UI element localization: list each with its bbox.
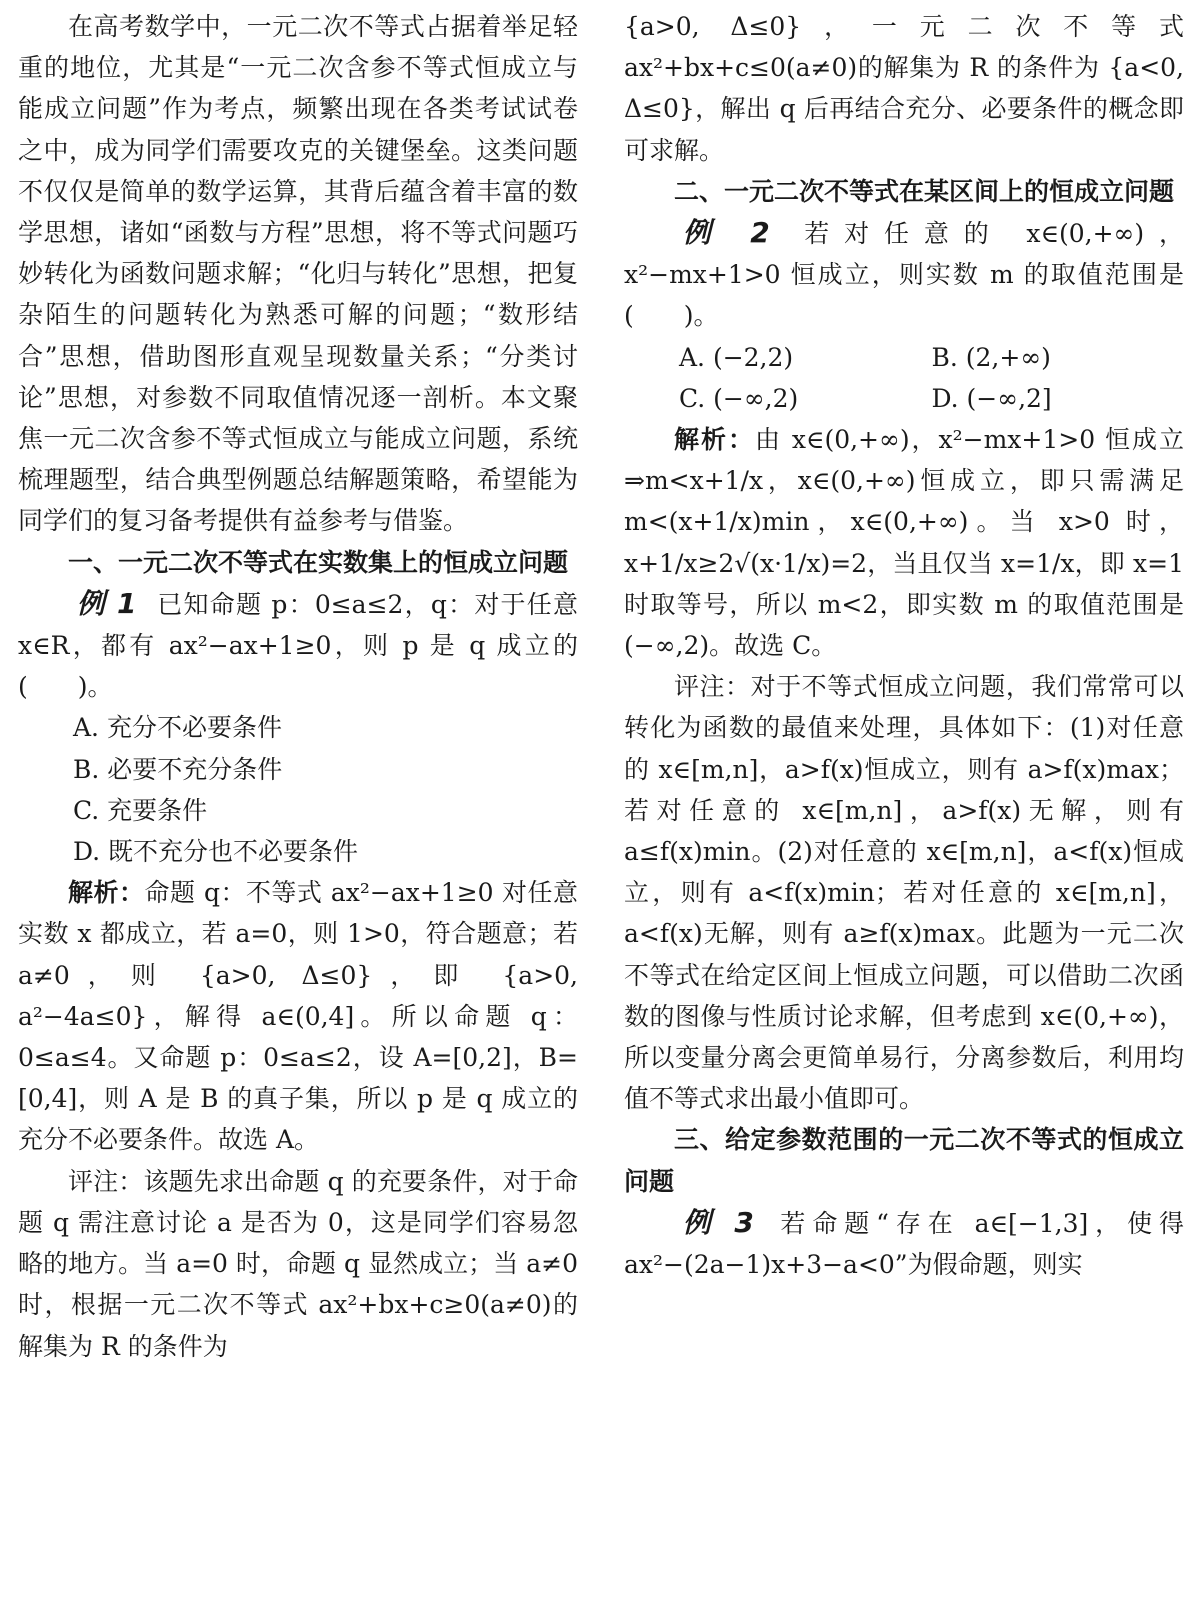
- example2-question: 若对任意的 x∈(0,+∞)，x²−mx+1>0 恒成立，则实数 m 的取值范围是( )。: [624, 219, 1184, 331]
- example1-label: 例 1: [76, 586, 137, 620]
- example2-options-row1: [624, 337, 1184, 378]
- example1-question: 已知命题 p：0≤a≤2，q：对于任意 x∈R，都有 ax²−ax+1≥0，则 p 是 q 成立的( )。: [18, 589, 578, 702]
- example2-label: 例 2: [682, 216, 770, 250]
- example3-label: 例 3: [682, 1205, 754, 1239]
- example1-option-d: D. 既不充分也不必要条件: [73, 837, 359, 867]
- example2-analysis: 由 x∈(0,+∞)，x²−mx+1>0 恒成立⇒m<x+1/x，x∈(0,+∞)恒成立，即只需满足 m<(x+1/x)min，x∈(0,+∞)。当 x>0 时，x+1/x≥2√(x·1/x)=2，当且仅当 x=1/x，即 x=1 时取等号，所以 m<2，即实数 m 的取值范围是(−∞,2)。故选 C。: [624, 425, 1184, 661]
- example2-option-a: A. (−2,2): [679, 342, 794, 372]
- example1-analysis-label: 解析：: [68, 878, 145, 908]
- example1-comment-label: 评注：: [68, 1166, 144, 1196]
- example2-comment-label: 评注：: [674, 672, 751, 702]
- section1-heading: 一、一元二次不等式在实数集上的恒成立问题: [68, 547, 569, 577]
- example2-comment: 对于不等式恒成立问题，我们常常可以转化为函数的最值来处理，具体如下：(1)对任意的 x∈[m,n]，a>f(x)恒成立，则有 a>f(x)max；若对任意的 x∈[m,n]，a>f(x)无解，则有 a≤f(x)min。(2)对任意的 x∈[m,n]，a<f(x)恒成立，则有 a<f(x)min；若对任意的 x∈[m,n]，a<f(x)无解，则有 a≥f(x)max。此题为一元二次不等式在给定区间上恒成立问题，可以借助二次函数的图像与性质讨论求解，但考虑到 x∈(0,+∞)，所以变量分离会更简单易行，分离参数后，利用均值不等式求出最小值即可。: [624, 672, 1184, 1114]
- right-column: [624, 6, 1184, 1285]
- continued-text: {a>0, Δ≤0}，一元二次不等式 ax²+bx+c≤0(a≠0)的解集为 R 的条件为 {a<0, Δ≤0}，解出 q 后再结合充分、必要条件的概念即可求解。: [624, 12, 1184, 165]
- example1-option-a: A. 充分不必要条件: [73, 713, 282, 743]
- example2-options-row2: [624, 378, 1184, 419]
- example2-option-b: B. (2,+∞): [931, 342, 1051, 372]
- example2-analysis-label: 解析：: [674, 425, 755, 455]
- example1-comment: 该题先求出命题 q 的充要条件，对于命题 q 需注意讨论 a 是否为 0，这是同学们容易忽略的地方。当 a=0 时，命题 q 显然成立；当 a≠0 时，根据一元二次不等式 ax²+bx+c≥0(a≠0)的解集为 R 的条件为: [18, 1166, 578, 1361]
- intro-paragraph: 在高考数学中，一元二次不等式占据着举足轻重的地位，尤其是“一元二次含参不等式恒成立与能成立问题”作为考点，频繁出现在各类考试试卷之中，成为同学们需要攻克的关键堡垒。这类问题不仅仅是简单的数学运算，其背后蕴含着丰富的数学思想，诸如“函数与方程”思想，将不等式问题巧妙转化为函数问题求解；“化归与转化”思想，把复杂陌生的问题转化为熟悉可解的问题；“数形结合”思想，借助图形直观呈现数量关系；“分类讨论”思想，对参数不同取值情况逐一剖析。本文聚焦一元二次含参不等式恒成立与能成立问题，系统梳理题型，结合典型例题总结解题策略，希望能为同学们的复习备考提供有益参考与借鉴。: [18, 12, 578, 536]
- section2-heading: 二、一元二次不等式在某区间上的恒成立问题: [674, 176, 1175, 206]
- example3-question: 若命题“存在 a∈[−1,3]，使得 ax²−(2a−1)x+3−a<0”为假命题，则实: [624, 1208, 1185, 1280]
- example1-option-b: B. 必要不充分条件: [73, 754, 283, 784]
- section3-heading: 三、给定参数范围的一元二次不等式的恒成立问题: [624, 1125, 1184, 1196]
- example2-option-d: D. (−∞,2]: [931, 383, 1052, 413]
- example2-option-c: C. (−∞,2): [679, 383, 799, 413]
- example1-analysis: 命题 q：不等式 ax²−ax+1≥0 对任意实数 x 都成立，若 a=0，则 1>0，符合题意；若 a≠0，则 {a>0, Δ≤0}，即 {a>0, a²−4a≤0}，解得 a∈(0,4]。所以命题 q：0≤a≤4。又命题 p：0≤a≤2，设 A=[0,2]，B=[0,4]，则 A 是 B 的真子集，所以 p 是 q 成立的充分不必要条件。故选 A。: [18, 878, 578, 1155]
- example1-option-c: C. 充要条件: [73, 795, 208, 825]
- left-column: [18, 6, 578, 1367]
